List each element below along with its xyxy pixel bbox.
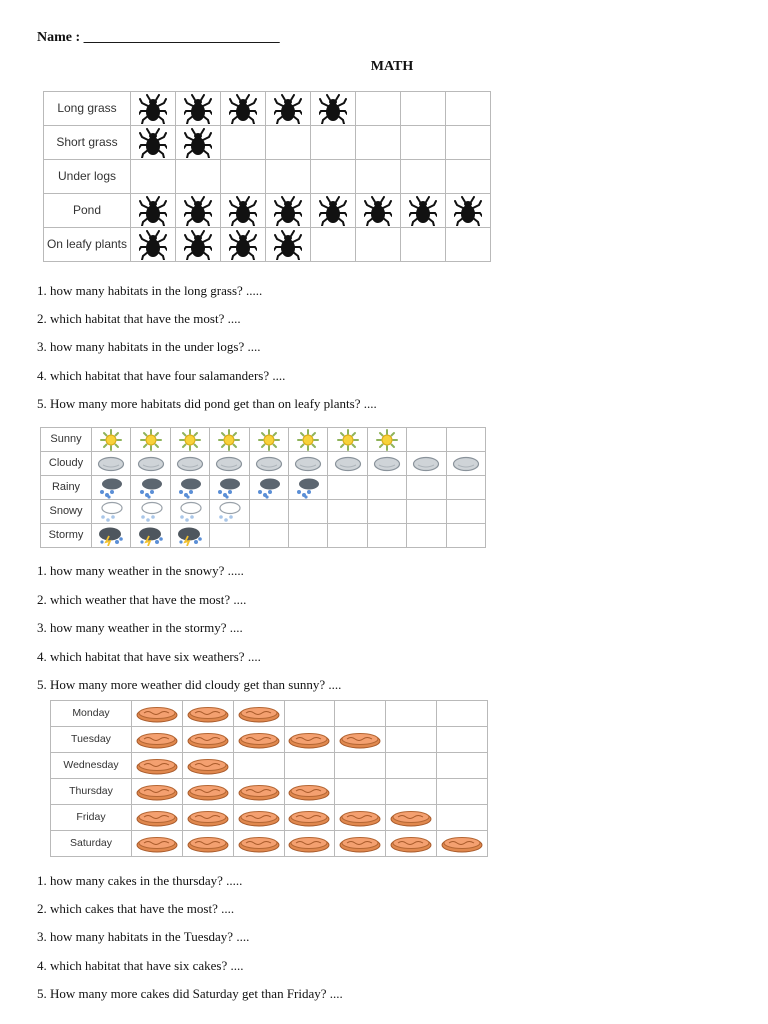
habitat-cell xyxy=(311,194,356,228)
storm-cloud-icon xyxy=(171,526,209,546)
pie-icon xyxy=(285,835,335,853)
cakes-row-label: Thursday xyxy=(51,779,132,805)
habitat-row xyxy=(44,126,491,160)
name-line: Name : ____________________________ xyxy=(37,30,280,45)
sun-icon xyxy=(210,429,248,451)
beetle-icon xyxy=(176,196,220,226)
weather-cell xyxy=(407,524,446,548)
habitat-question-5: 5. How many more habitats did pond get than on leafy plants? .... xyxy=(37,396,377,411)
habitat-cell xyxy=(176,160,221,194)
weather-cell xyxy=(446,428,485,452)
habitat-cell xyxy=(311,126,356,160)
cakes-row-label: Tuesday xyxy=(51,727,132,753)
sun-icon xyxy=(171,429,209,451)
weather-cell xyxy=(407,500,446,524)
weather-cell xyxy=(288,476,327,500)
weather-row-label: Cloudy xyxy=(41,452,92,476)
cakes-cell xyxy=(335,753,386,779)
habitat-cell xyxy=(446,160,491,194)
habitat-cell xyxy=(131,92,176,126)
cloud-icon xyxy=(210,456,248,472)
weather-cell xyxy=(92,428,131,452)
habitat-cell xyxy=(356,194,401,228)
habitat-cell xyxy=(221,126,266,160)
habitat-cell xyxy=(401,228,446,262)
cakes-cell xyxy=(132,805,183,831)
pie-icon xyxy=(234,731,284,749)
habitat-cell xyxy=(266,92,311,126)
weather-cell xyxy=(288,452,327,476)
pie-icon xyxy=(234,835,284,853)
cakes-row xyxy=(51,831,488,857)
weather-cell xyxy=(210,452,249,476)
weather-cell xyxy=(170,428,209,452)
cakes-cell xyxy=(132,753,183,779)
weather-cell xyxy=(328,524,367,548)
cloud-icon xyxy=(447,456,485,472)
cakes-cell xyxy=(182,831,233,857)
weather-row xyxy=(41,500,486,524)
weather-row xyxy=(41,476,486,500)
weather-cell xyxy=(249,500,288,524)
weather-question-5: 5. How many more weather did cloudy get than sunny? .... xyxy=(37,677,342,692)
habitat-cell xyxy=(401,126,446,160)
sun-icon xyxy=(328,429,366,451)
pie-icon xyxy=(285,783,335,801)
cakes-pictograph xyxy=(50,700,488,857)
habitat-cell xyxy=(401,160,446,194)
habitat-row-label: On leafy plants xyxy=(44,228,131,262)
habitat-row-label: Pond xyxy=(44,194,131,228)
cakes-row-label: Monday xyxy=(51,701,132,727)
pie-icon xyxy=(132,705,182,723)
weather-cell xyxy=(407,428,446,452)
weather-cell xyxy=(446,524,485,548)
cakes-cell xyxy=(182,701,233,727)
habitat-cell xyxy=(176,194,221,228)
beetle-icon xyxy=(266,230,310,260)
habitat-cell xyxy=(356,126,401,160)
cakes-cell xyxy=(233,831,284,857)
weather-cell xyxy=(328,476,367,500)
weather-cell xyxy=(407,476,446,500)
weather-cell xyxy=(328,428,367,452)
cakes-cell xyxy=(233,753,284,779)
cakes-row xyxy=(51,805,488,831)
beetle-icon xyxy=(221,196,265,226)
beetle-icon xyxy=(131,230,175,260)
weather-row-label: Sunny xyxy=(41,428,92,452)
habitat-cell xyxy=(131,194,176,228)
habitat-question-3: 3. how many habitats in the under logs? .... xyxy=(37,339,261,354)
cloud-icon xyxy=(171,456,209,472)
habitat-cell xyxy=(176,126,221,160)
pie-icon xyxy=(183,809,233,827)
weather-cell xyxy=(131,500,170,524)
pie-icon xyxy=(183,731,233,749)
cakes-cell xyxy=(335,701,386,727)
cloud-icon xyxy=(328,456,366,472)
beetle-icon xyxy=(176,94,220,124)
cakes-cell xyxy=(233,701,284,727)
pie-icon xyxy=(335,809,385,827)
weather-cell xyxy=(328,500,367,524)
snow-cloud-icon xyxy=(92,501,130,523)
habitat-cell xyxy=(176,228,221,262)
weather-cell xyxy=(170,500,209,524)
cloud-icon xyxy=(407,456,445,472)
habitat-pictograph xyxy=(43,91,491,262)
beetle-icon xyxy=(221,230,265,260)
weather-cell xyxy=(92,476,131,500)
pie-icon xyxy=(285,731,335,749)
weather-cell xyxy=(446,452,485,476)
habitat-cell xyxy=(401,194,446,228)
cakes-cell xyxy=(437,701,488,727)
cakes-row xyxy=(51,727,488,753)
sun-icon xyxy=(368,429,406,451)
weather-cell xyxy=(92,500,131,524)
cakes-question-2: 2. which cakes that have the most? .... xyxy=(37,901,235,916)
cakes-cell xyxy=(437,831,488,857)
habitat-cell xyxy=(221,194,266,228)
weather-cell xyxy=(367,428,406,452)
habitat-cell xyxy=(311,228,356,262)
rain-cloud-icon xyxy=(131,477,169,499)
rain-cloud-icon xyxy=(92,477,130,499)
cloud-icon xyxy=(92,456,130,472)
pie-icon xyxy=(285,809,335,827)
cloud-icon xyxy=(131,456,169,472)
weather-cell xyxy=(288,428,327,452)
pie-icon xyxy=(234,783,284,801)
weather-cell xyxy=(131,524,170,548)
cakes-cell xyxy=(437,727,488,753)
cakes-row xyxy=(51,701,488,727)
weather-cell xyxy=(288,524,327,548)
cakes-row-label: Wednesday xyxy=(51,753,132,779)
habitat-cell xyxy=(446,126,491,160)
beetle-icon xyxy=(131,94,175,124)
weather-cell xyxy=(210,500,249,524)
habitat-cell xyxy=(266,194,311,228)
weather-cell xyxy=(210,428,249,452)
beetle-icon xyxy=(131,196,175,226)
habitat-question-1: 1. how many habitats in the long grass? ..... xyxy=(37,283,263,298)
weather-cell xyxy=(328,452,367,476)
snow-cloud-icon xyxy=(131,501,169,523)
cakes-cell xyxy=(132,701,183,727)
cakes-cell xyxy=(386,779,437,805)
weather-cell xyxy=(131,452,170,476)
beetle-icon xyxy=(311,94,355,124)
beetle-icon xyxy=(401,196,445,226)
storm-cloud-icon xyxy=(92,526,130,546)
cakes-cell xyxy=(182,727,233,753)
weather-cell xyxy=(92,524,131,548)
habitat-cell xyxy=(356,160,401,194)
weather-cell xyxy=(170,452,209,476)
cakes-cell xyxy=(233,779,284,805)
cakes-cell xyxy=(132,727,183,753)
habitat-row-label: Under logs xyxy=(44,160,131,194)
cakes-cell xyxy=(386,753,437,779)
cakes-cell xyxy=(132,779,183,805)
habitat-row-label: Short grass xyxy=(44,126,131,160)
cakes-row-label: Saturday xyxy=(51,831,132,857)
habitat-cell xyxy=(446,92,491,126)
habitat-question-4: 4. which habitat that have four salamanders? .... xyxy=(37,368,286,383)
cakes-cell xyxy=(335,831,386,857)
weather-cell xyxy=(249,524,288,548)
cakes-row-label: Friday xyxy=(51,805,132,831)
habitat-cell xyxy=(221,228,266,262)
sun-icon xyxy=(92,429,130,451)
pie-icon xyxy=(234,705,284,723)
cakes-cell xyxy=(182,753,233,779)
cakes-cell xyxy=(335,805,386,831)
habitat-cell xyxy=(266,160,311,194)
pie-icon xyxy=(132,731,182,749)
cakes-question-1: 1. how many cakes in the thursday? ..... xyxy=(37,873,243,888)
beetle-icon xyxy=(266,196,310,226)
weather-cell xyxy=(446,500,485,524)
cakes-cell xyxy=(386,727,437,753)
cakes-cell xyxy=(284,779,335,805)
weather-question-3: 3. how many weather in the stormy? .... xyxy=(37,620,243,635)
page-title: MATH xyxy=(370,59,414,74)
cakes-cell xyxy=(233,805,284,831)
snow-cloud-icon xyxy=(171,501,209,523)
weather-row-label: Snowy xyxy=(41,500,92,524)
habitat-cell xyxy=(131,126,176,160)
weather-cell xyxy=(210,524,249,548)
cakes-cell xyxy=(386,805,437,831)
rain-cloud-icon xyxy=(210,477,248,499)
beetle-icon xyxy=(356,196,400,226)
weather-question-4: 4. which habitat that have six weathers? .... xyxy=(37,649,261,664)
pie-icon xyxy=(132,835,182,853)
weather-row xyxy=(41,428,486,452)
weather-cell xyxy=(92,452,131,476)
cakes-question-3: 3. how many habitats in the Tuesday? .... xyxy=(37,929,250,944)
pie-icon xyxy=(132,809,182,827)
snow-cloud-icon xyxy=(210,501,248,523)
cakes-cell xyxy=(335,727,386,753)
cakes-cell xyxy=(437,753,488,779)
weather-cell xyxy=(367,500,406,524)
pie-icon xyxy=(386,809,436,827)
sun-icon xyxy=(250,429,288,451)
cakes-cell xyxy=(335,779,386,805)
cakes-cell xyxy=(437,779,488,805)
weather-cell xyxy=(367,476,406,500)
cakes-cell xyxy=(233,727,284,753)
weather-cell xyxy=(131,476,170,500)
habitat-cell xyxy=(131,160,176,194)
rain-cloud-icon xyxy=(171,477,209,499)
cakes-question-5: 5. How many more cakes did Saturday get than Friday? .... xyxy=(37,986,343,1001)
habitat-cell xyxy=(266,228,311,262)
habitat-question-2: 2. which habitat that have the most? .... xyxy=(37,311,241,326)
beetle-icon xyxy=(311,196,355,226)
habitat-row xyxy=(44,92,491,126)
habitat-row xyxy=(44,160,491,194)
pie-icon xyxy=(183,757,233,775)
weather-pictograph xyxy=(40,427,486,548)
habitat-cell xyxy=(311,160,356,194)
pie-icon xyxy=(132,783,182,801)
cakes-cell xyxy=(284,831,335,857)
weather-cell xyxy=(288,500,327,524)
cakes-cell xyxy=(284,727,335,753)
habitat-row-label: Long grass xyxy=(44,92,131,126)
habitat-cell xyxy=(221,92,266,126)
weather-cell xyxy=(249,452,288,476)
cakes-cell xyxy=(182,779,233,805)
pie-icon xyxy=(183,835,233,853)
beetle-icon xyxy=(131,128,175,158)
cloud-icon xyxy=(289,456,327,472)
cakes-cell xyxy=(284,701,335,727)
weather-cell xyxy=(446,476,485,500)
cakes-cell xyxy=(284,805,335,831)
weather-cell xyxy=(170,476,209,500)
weather-cell xyxy=(249,428,288,452)
habitat-cell xyxy=(176,92,221,126)
weather-question-2: 2. which weather that have the most? .... xyxy=(37,592,247,607)
cakes-cell xyxy=(132,831,183,857)
rain-cloud-icon xyxy=(289,477,327,499)
habitat-row xyxy=(44,194,491,228)
habitat-cell xyxy=(356,92,401,126)
weather-row-label: Stormy xyxy=(41,524,92,548)
habitat-cell xyxy=(356,228,401,262)
cakes-cell xyxy=(386,701,437,727)
beetle-icon xyxy=(176,128,220,158)
pie-icon xyxy=(132,757,182,775)
storm-cloud-icon xyxy=(131,526,169,546)
habitat-cell xyxy=(131,228,176,262)
rain-cloud-icon xyxy=(250,477,288,499)
beetle-icon xyxy=(176,230,220,260)
weather-cell xyxy=(249,476,288,500)
weather-row xyxy=(41,524,486,548)
habitat-cell xyxy=(446,194,491,228)
pie-icon xyxy=(386,835,436,853)
weather-cell xyxy=(131,428,170,452)
weather-cell xyxy=(170,524,209,548)
weather-cell xyxy=(210,476,249,500)
pie-icon xyxy=(335,731,385,749)
pie-icon xyxy=(234,809,284,827)
weather-question-1: 1. how many weather in the snowy? ..... xyxy=(37,563,244,578)
cloud-icon xyxy=(250,456,288,472)
pie-icon xyxy=(335,835,385,853)
habitat-row xyxy=(44,228,491,262)
cloud-icon xyxy=(368,456,406,472)
pie-icon xyxy=(437,835,487,853)
sun-icon xyxy=(131,429,169,451)
weather-row-label: Rainy xyxy=(41,476,92,500)
habitat-cell xyxy=(311,92,356,126)
cakes-cell xyxy=(386,831,437,857)
habitat-cell xyxy=(266,126,311,160)
pie-icon xyxy=(183,783,233,801)
habitat-cell xyxy=(401,92,446,126)
beetle-icon xyxy=(446,196,490,226)
pie-icon xyxy=(183,705,233,723)
cakes-question-4: 4. which habitat that have six cakes? .... xyxy=(37,958,244,973)
beetle-icon xyxy=(221,94,265,124)
habitat-cell xyxy=(446,228,491,262)
cakes-row xyxy=(51,753,488,779)
cakes-row xyxy=(51,779,488,805)
weather-cell xyxy=(367,524,406,548)
weather-cell xyxy=(367,452,406,476)
sun-icon xyxy=(289,429,327,451)
beetle-icon xyxy=(266,94,310,124)
weather-cell xyxy=(407,452,446,476)
cakes-cell xyxy=(437,805,488,831)
weather-row xyxy=(41,452,486,476)
habitat-cell xyxy=(221,160,266,194)
cakes-cell xyxy=(182,805,233,831)
cakes-cell xyxy=(284,753,335,779)
